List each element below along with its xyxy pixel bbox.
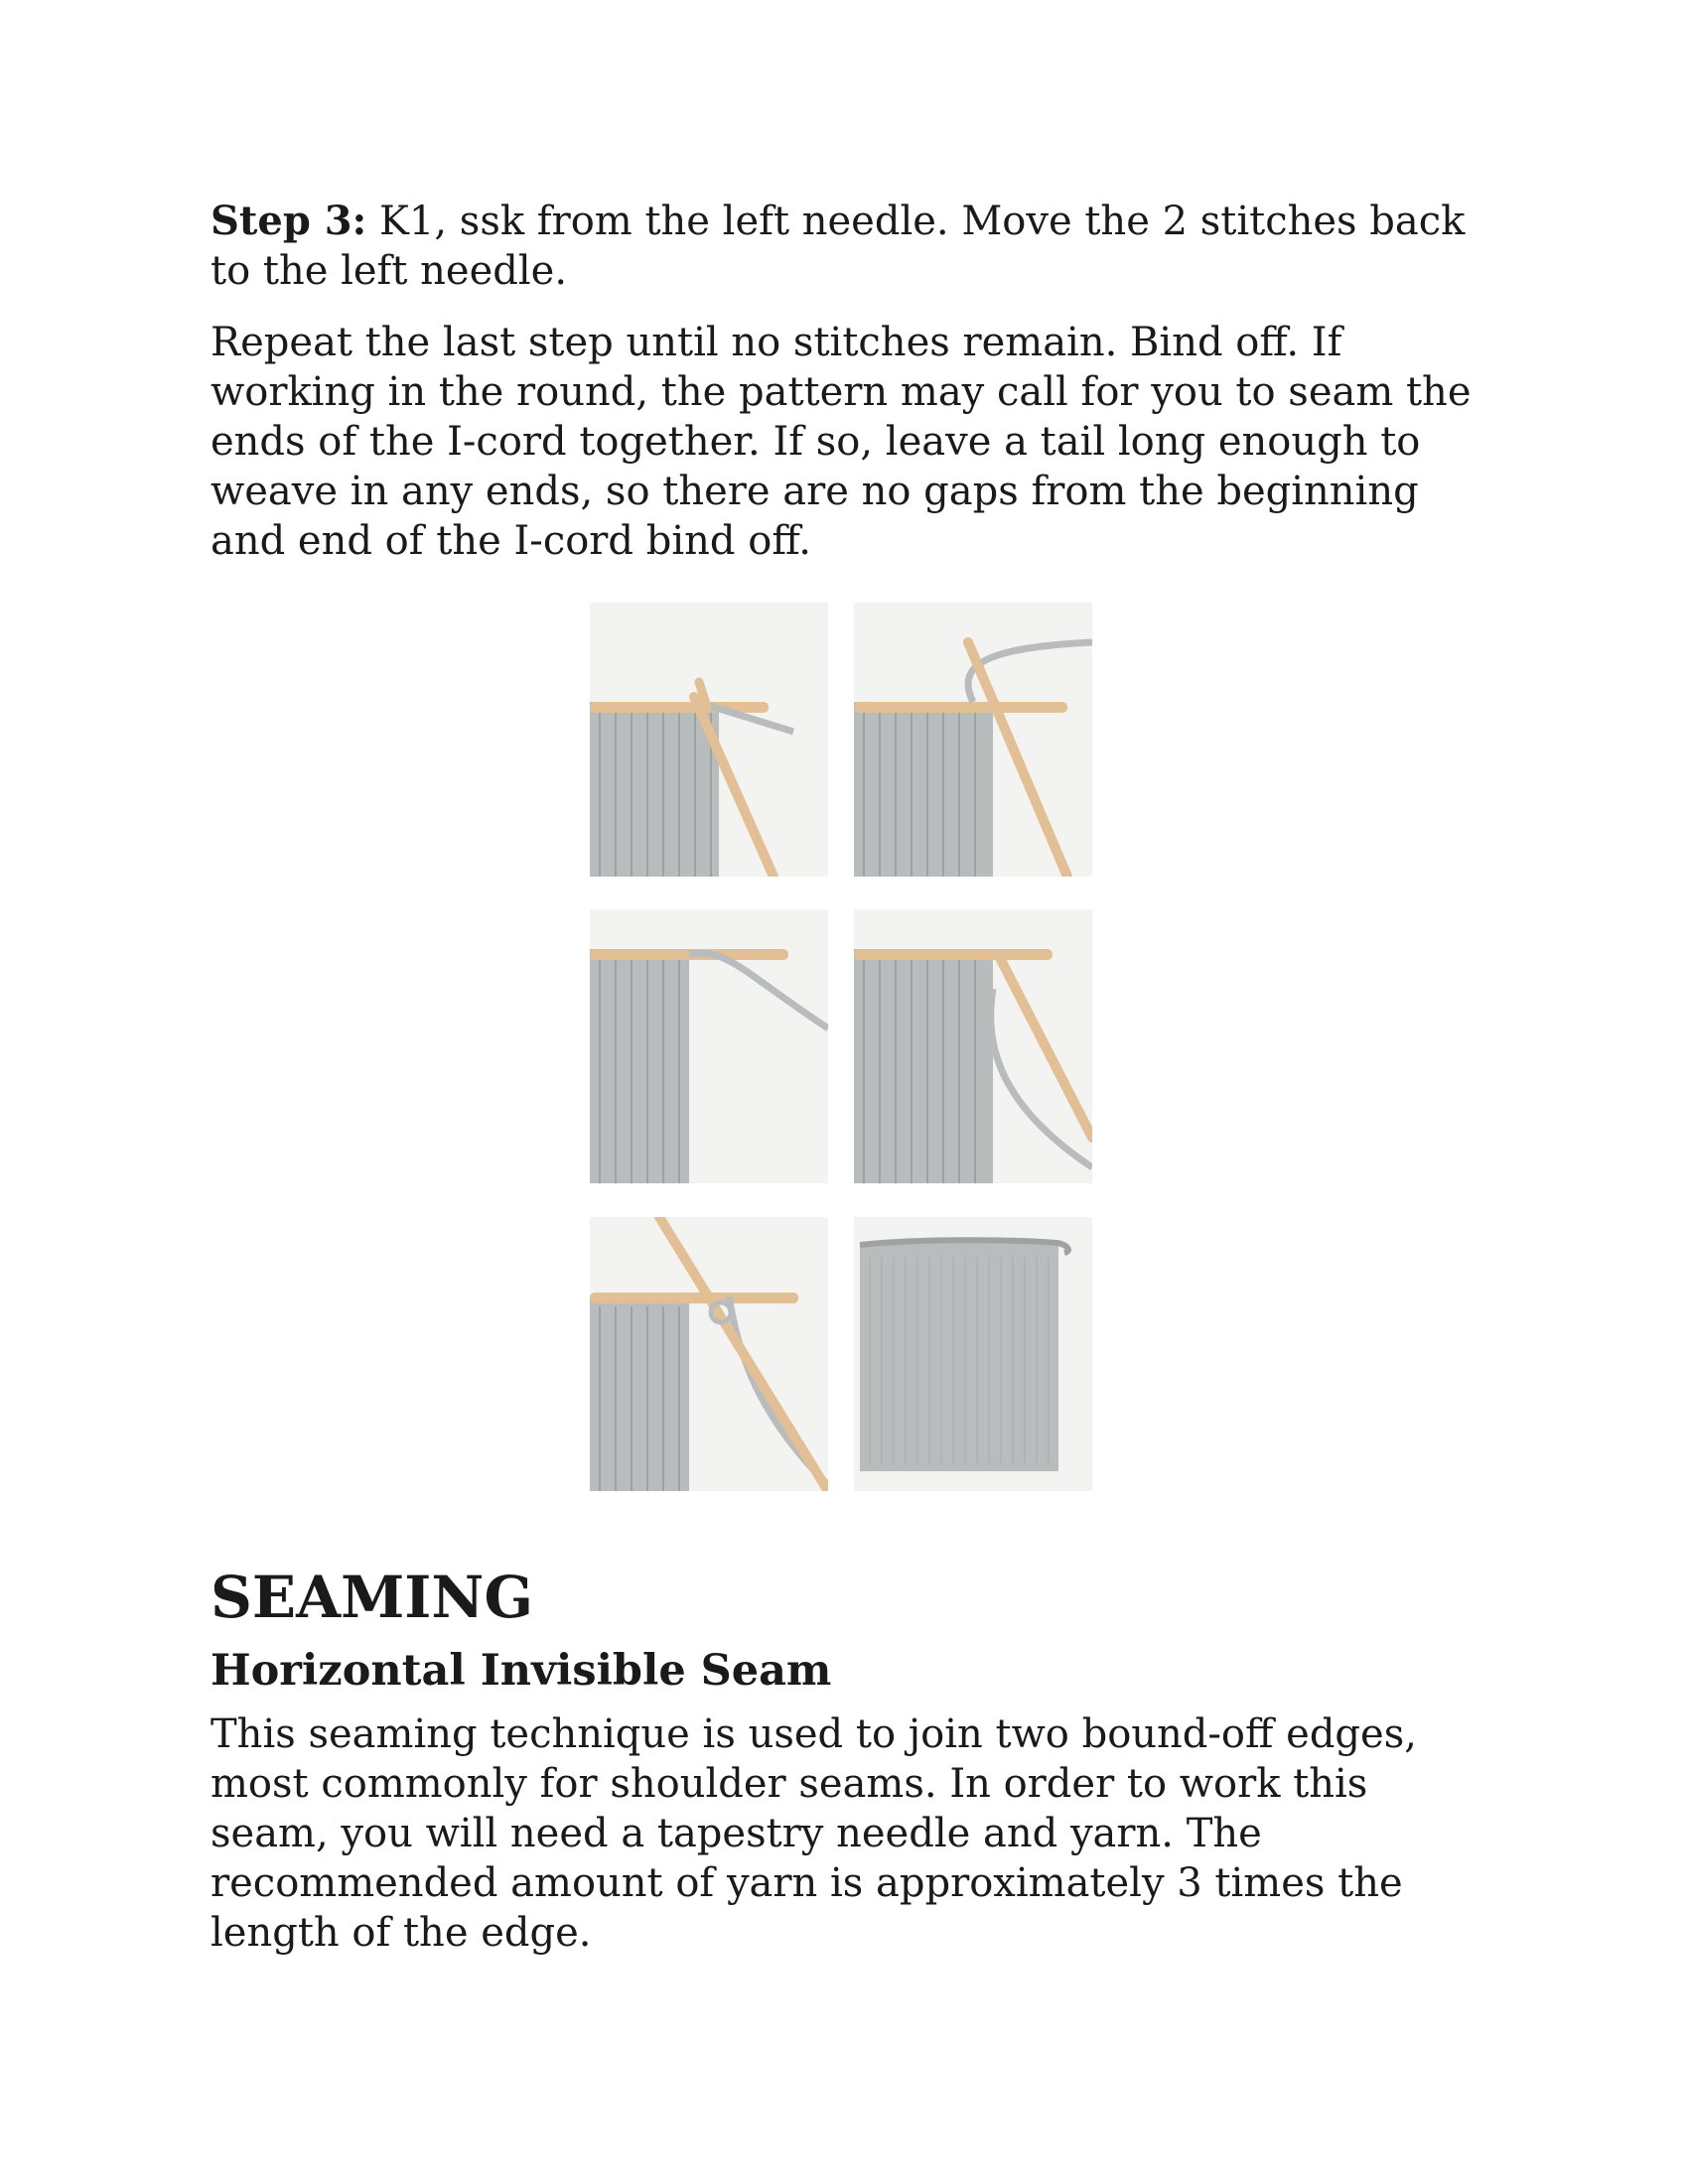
sub-heading: Horizontal Invisible Seam bbox=[211, 1646, 832, 1696]
photo-step-4 bbox=[854, 909, 1092, 1183]
photo-step-3 bbox=[590, 909, 828, 1183]
photo-step-2 bbox=[854, 603, 1092, 877]
photo-grid bbox=[590, 603, 1092, 1491]
step-3-paragraph bbox=[211, 197, 1491, 296]
photo-step-5 bbox=[590, 1217, 828, 1491]
photo-step-1 bbox=[590, 603, 828, 877]
body-text bbox=[211, 197, 1491, 566]
section-heading: SEAMING bbox=[211, 1564, 533, 1631]
step-3-label: Step 3: bbox=[211, 198, 367, 244]
seaming-paragraph: This seaming technique is used to join two bound-off edges, most commonly for shoulder seams. In order to work this seam, you will need a tapestry needle and yarn. The recommended amount of yarn is approximately 3 times the length of the edge. bbox=[211, 1711, 1417, 1956]
step-3-text: K1, ssk from the left needle. Move the 2 stitches back to the left needle. bbox=[211, 199, 1466, 294]
repeat-paragraph: Repeat the last step until no stitches remain. Bind off. If working in the round, the pattern may call for you to seam the ends of the I-cord together. If so, leave a tail long enough to weave in any ends, so there are no gaps from the beginning and end of the I-cord bind off. bbox=[211, 320, 1472, 564]
photo-finished-swatch bbox=[854, 1217, 1092, 1491]
